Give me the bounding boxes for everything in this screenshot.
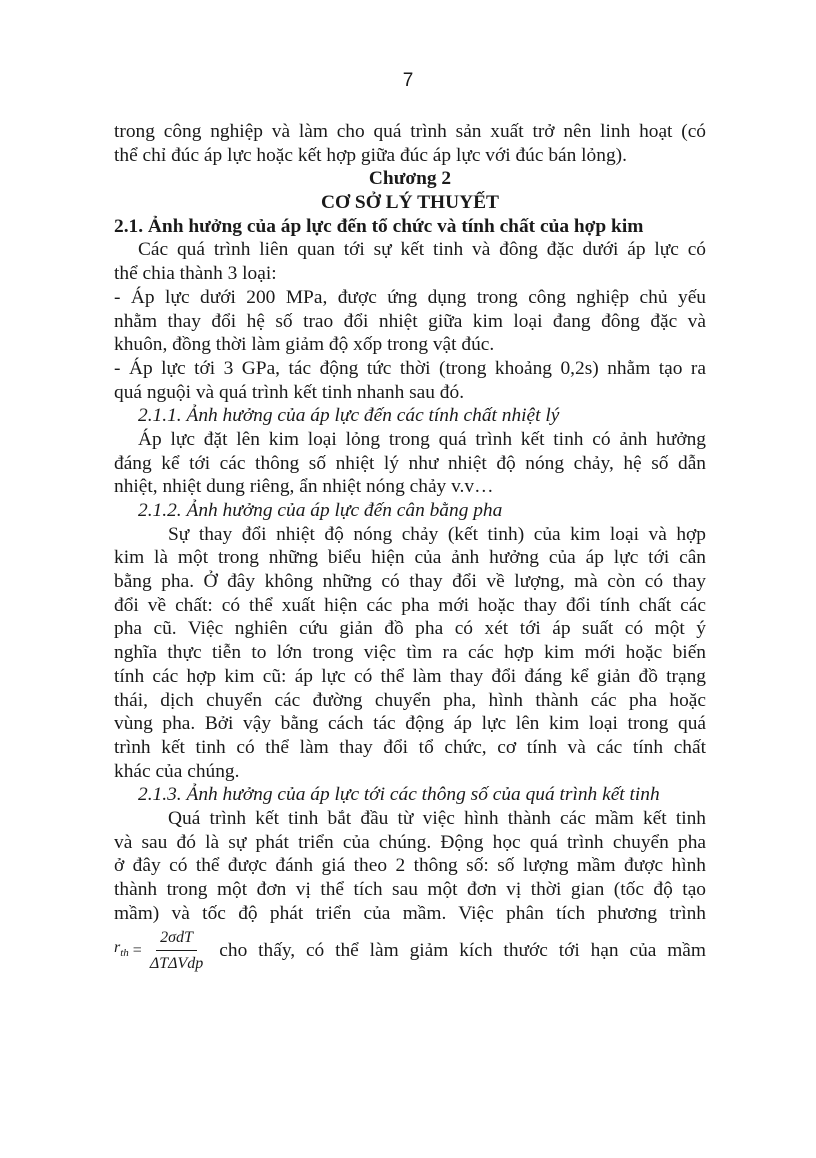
- chapter-label: Chương 2: [368, 168, 452, 190]
- paragraph-line: đổi về chất: có thể xuất hiện các pha mới hoặc thay đổi tính chất các: [114, 594, 706, 616]
- paragraph-line: trình kết tinh có thể làm thay đổi tổ chức, cơ tính và các tính chất: [114, 736, 706, 758]
- formula-denominator: ΔTΔVdp: [149, 955, 204, 973]
- section-heading-2-1-3: 2.1.3. Ảnh hưởng của áp lực tới các thông số của quá trình kết tinh: [138, 784, 660, 806]
- paragraph-line: mầm) và tốc độ phát triển của mầm. Việc phân tích phương trình: [114, 902, 706, 924]
- paragraph-line: kim là một trong những biểu hiện của ảnh hưởng của áp lực tới cân: [114, 547, 706, 569]
- document-body: [114, 120, 706, 974]
- paragraph-line: cho thấy, có thể làm giảm kích thước tới hạn của mầm: [219, 940, 706, 962]
- formula-line: [114, 927, 706, 974]
- formula-fraction: [146, 926, 207, 976]
- paragraph-line: ở đây có thể được đánh giá theo 2 thông số: số lượng mầm được hình: [114, 855, 706, 877]
- paragraph-line: - Áp lực tới 3 GPa, tác động tức thời (trong khoảng 0,2s) nhằm tạo ra: [114, 357, 706, 379]
- paragraph-line: nhiệt, nhiệt dung riêng, ẩn nhiệt nóng chảy v.v…: [114, 476, 494, 498]
- paragraph-line: khuôn, đồng thời làm giảm độ xốp trong vật đúc.: [114, 334, 495, 356]
- page-number: 7: [402, 70, 414, 91]
- paragraph-line: Quá trình kết tinh bắt đầu từ việc hình thành các mầm kết tinh: [168, 807, 706, 829]
- paragraph-line: khác của chúng.: [114, 760, 240, 782]
- paragraph-line: thành trong một đơn vị thể tích sau một đơn vị thời gian (tốc độ tạo: [114, 879, 706, 900]
- section-heading-2-1-2: 2.1.2. Ảnh hưởng của áp lực đến cân bằng pha: [138, 500, 503, 521]
- chapter-title: CƠ SỞ LÝ THUYẾT: [321, 192, 499, 214]
- intro-line: trong công nghiệp và làm cho quá trình sản xuất trở nên linh hoạt (có: [114, 121, 706, 142]
- paragraph-line: nghĩa thực tiễn to lớn trong việc tìm ra các hợp kim mới hoặc biến: [114, 642, 706, 664]
- formula-lhs: $r_{th}$: [114, 938, 129, 960]
- paragraph-line: nhằm thay đổi hệ số trao đổi nhiệt giữa kim loại đang đông đặc và: [114, 310, 706, 332]
- paragraph-line: thái, dịch chuyển các đường chuyển pha, hình thành các pha hoặc: [114, 689, 706, 711]
- paragraph-line: pha cũ. Việc nghiên cứu giản đồ pha có xét tới áp suất có một ý: [114, 618, 706, 640]
- paragraph-line: Áp lực đặt lên kim loại lỏng trong quá trình kết tinh có ảnh hưởng: [138, 428, 706, 450]
- paragraph-line: đáng kể tới các thông số nhiệt lý như nhiệt độ nóng chảy, hệ số dẫn: [114, 452, 706, 474]
- paragraph-line: bằng pha. Ở đây không những có thay đổi về lượng, mà còn có thay: [114, 571, 706, 593]
- paragraph-line: vùng pha. Bởi vậy bằng cách tác động áp lực lên kim loại trong quá: [114, 713, 706, 735]
- formula-numerator: 2σdT: [156, 926, 197, 952]
- paragraph-line: Các quá trình liên quan tới sự kết tinh và đông đặc dưới áp lực có: [138, 239, 706, 261]
- paragraph-line: Sự thay đổi nhiệt độ nóng chảy (kết tinh) của kim loại và hợp: [168, 523, 706, 545]
- section-heading-2-1: 2.1. Ảnh hưởng của áp lực đến tổ chức và tính chất của hợp kim: [114, 215, 644, 237]
- paragraph-line: - Áp lực dưới 200 MPa, được ứng dụng trong công nghiệp chủ yếu: [114, 286, 706, 308]
- paragraph-line: tính các hợp kim cũ: áp lực có thể làm thay đổi đáng kể giản đồ trạng: [114, 665, 706, 687]
- intro-line: thể chỉ đúc áp lực hoặc kết hợp giữa đúc áp lực với đúc bán lỏng).: [114, 144, 627, 166]
- paragraph-line: quá nguội và quá trình kết tinh nhanh sau đó.: [114, 381, 465, 403]
- critical-radius-formula: [114, 926, 207, 976]
- paragraph-line: và sau đó là sự phát triển của chúng. Động học quá trình chuyển pha: [114, 831, 706, 853]
- paragraph-line: thể chia thành 3 loại:: [114, 263, 277, 285]
- formula-equals: =: [132, 942, 142, 960]
- section-heading-2-1-1: 2.1.1. Ảnh hưởng của áp lực đến các tính chất nhiệt lý: [138, 405, 560, 427]
